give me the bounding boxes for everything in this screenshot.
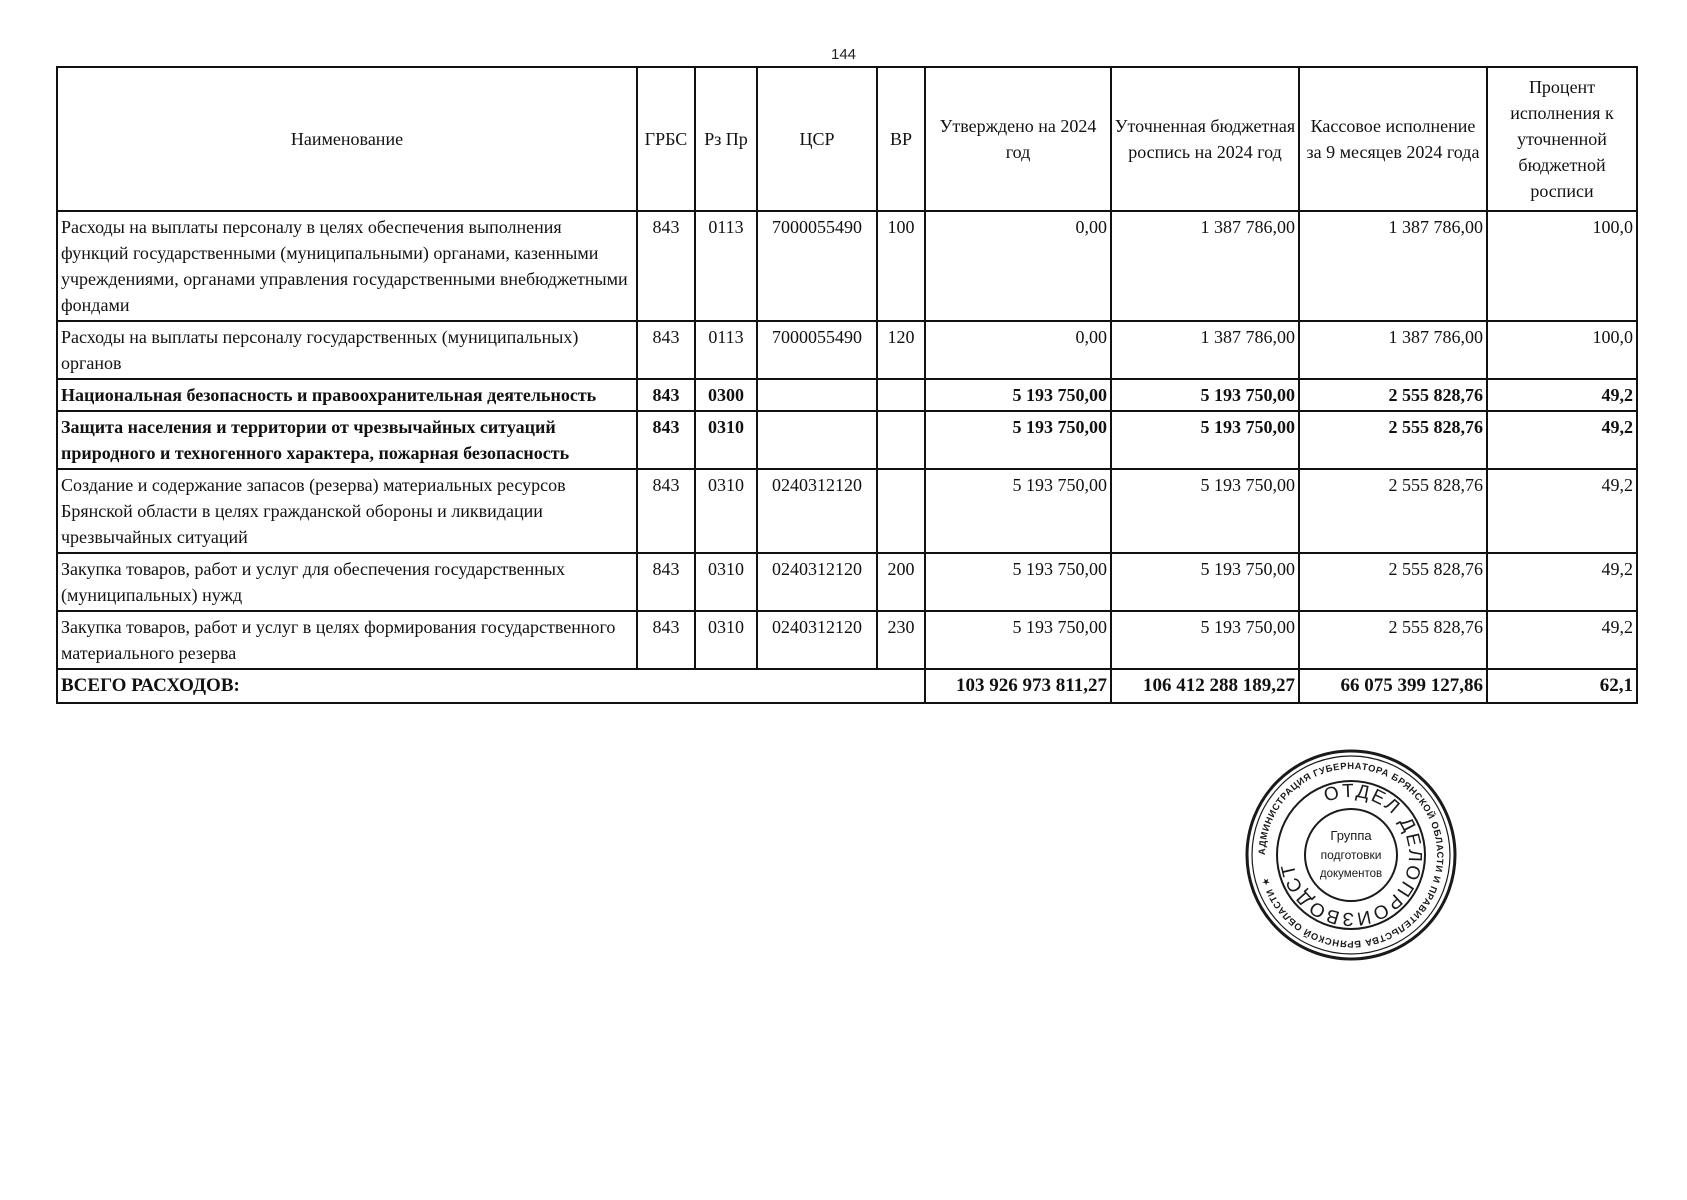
table-row [57, 321, 1637, 379]
row-approved: 5 193 750,00 [925, 469, 1111, 553]
row-refined: 5 193 750,00 [1111, 379, 1299, 411]
row-rzpr: 0310 [695, 411, 757, 469]
page-number: 144 [830, 46, 857, 63]
row-vr: 100 [877, 211, 925, 321]
row-name: Закупка товаров, работ и услуг для обеспечения государственных (муниципальных) нужд [57, 553, 637, 611]
row-approved: 5 193 750,00 [925, 379, 1111, 411]
total-executed: 66 075 399 127,86 [1299, 669, 1487, 703]
row-name: Национальная безопасность и правоохранительная деятельность [57, 379, 637, 411]
row-executed: 1 387 786,00 [1299, 211, 1487, 321]
row-refined: 1 387 786,00 [1111, 211, 1299, 321]
row-percent: 49,2 [1487, 611, 1637, 669]
row-csr: 0240312120 [757, 553, 877, 611]
row-name: Расходы на выплаты персоналу в целях обеспечения выполнения функций государственными (муниципальными) органами, казенными учреждениями, органами управления государственными внебюджетными фондами [57, 211, 637, 321]
row-executed: 2 555 828,76 [1299, 379, 1487, 411]
table-row [57, 469, 1637, 553]
header-approved: Утверждено на 2024 год [925, 67, 1111, 211]
header-refined: Уточненная бюджетная роспись на 2024 год [1111, 67, 1299, 211]
row-name: Закупка товаров, работ и услуг в целях формирования государственного материального резерва [57, 611, 637, 669]
row-executed: 2 555 828,76 [1299, 411, 1487, 469]
row-rzpr: 0310 [695, 469, 757, 553]
row-csr: 7000055490 [757, 211, 877, 321]
row-vr [877, 469, 925, 553]
total-refined: 106 412 288 189,27 [1111, 669, 1299, 703]
row-csr [757, 379, 877, 411]
row-refined: 1 387 786,00 [1111, 321, 1299, 379]
header-name: Наименование [57, 67, 637, 211]
row-refined: 5 193 750,00 [1111, 553, 1299, 611]
row-vr: 200 [877, 553, 925, 611]
total-label: ВСЕГО РАСХОДОВ: [57, 669, 925, 703]
total-row [57, 669, 1637, 703]
official-stamp [1244, 748, 1458, 962]
total-percent: 62,1 [1487, 669, 1637, 703]
row-executed: 2 555 828,76 [1299, 611, 1487, 669]
row-refined: 5 193 750,00 [1111, 611, 1299, 669]
row-percent: 49,2 [1487, 469, 1637, 553]
row-rzpr: 0300 [695, 379, 757, 411]
stamp-center-line-1: Группа [1330, 828, 1372, 843]
row-vr: 120 [877, 321, 925, 379]
row-grbs: 843 [637, 553, 695, 611]
row-refined: 5 193 750,00 [1111, 411, 1299, 469]
row-grbs: 843 [637, 211, 695, 321]
row-grbs: 843 [637, 321, 695, 379]
header-grbs: ГРБС [637, 67, 695, 211]
stamp-inner-text: ОТДЕЛ ДЕЛОПРОИЗВОДСТ [1277, 780, 1426, 930]
row-approved: 5 193 750,00 [925, 553, 1111, 611]
row-approved: 0,00 [925, 321, 1111, 379]
row-executed: 2 555 828,76 [1299, 469, 1487, 553]
table-row [57, 379, 1637, 411]
table-header-row [57, 67, 1637, 211]
row-approved: 0,00 [925, 211, 1111, 321]
row-rzpr: 0310 [695, 611, 757, 669]
table-row [57, 611, 1637, 669]
budget-execution-table [56, 66, 1638, 704]
row-csr: 7000055490 [757, 321, 877, 379]
row-percent: 100,0 [1487, 211, 1637, 321]
row-vr [877, 379, 925, 411]
header-executed: Кассовое исполнение за 9 месяцев 2024 года [1299, 67, 1487, 211]
row-percent: 49,2 [1487, 411, 1637, 469]
row-approved: 5 193 750,00 [925, 611, 1111, 669]
row-vr [877, 411, 925, 469]
header-percent: Процент исполнения к уточненной бюджетной росписи [1487, 67, 1637, 211]
header-vr: ВР [877, 67, 925, 211]
row-percent: 49,2 [1487, 553, 1637, 611]
row-approved: 5 193 750,00 [925, 411, 1111, 469]
row-grbs: 843 [637, 469, 695, 553]
total-approved: 103 926 973 811,27 [925, 669, 1111, 703]
header-rzpr: Рз Пр [695, 67, 757, 211]
row-percent: 100,0 [1487, 321, 1637, 379]
table-row [57, 553, 1637, 611]
row-csr [757, 411, 877, 469]
row-executed: 1 387 786,00 [1299, 321, 1487, 379]
stamp-outer-text: АДМИНИСТРАЦИЯ ГУБЕРНАТОРА БРЯНСКОЙ ОБЛАСТИ И ПРАВИТЕЛЬСТВА БРЯНСКОЙ ОБЛАСТИ ★ [1255, 759, 1447, 951]
row-executed: 2 555 828,76 [1299, 553, 1487, 611]
row-grbs: 843 [637, 411, 695, 469]
row-grbs: 843 [637, 379, 695, 411]
row-grbs: 843 [637, 611, 695, 669]
row-rzpr: 0310 [695, 553, 757, 611]
header-csr: ЦСР [757, 67, 877, 211]
row-refined: 5 193 750,00 [1111, 469, 1299, 553]
row-rzpr: 0113 [695, 321, 757, 379]
row-name: Защита населения и территории от чрезвычайных ситуаций природного и техногенного характера, пожарная безопасность [57, 411, 637, 469]
row-name: Расходы на выплаты персоналу государственных (муниципальных) органов [57, 321, 637, 379]
row-percent: 49,2 [1487, 379, 1637, 411]
row-rzpr: 0113 [695, 211, 757, 321]
table-row [57, 411, 1637, 469]
stamp-center-line-2: подготовки [1320, 848, 1382, 862]
row-vr: 230 [877, 611, 925, 669]
row-csr: 0240312120 [757, 469, 877, 553]
stamp-center-line-3: документов [1319, 868, 1383, 880]
table-row [57, 211, 1637, 321]
stamp-seal-icon [1244, 748, 1458, 962]
row-name: Создание и содержание запасов (резерва) материальных ресурсов Брянской области в целях гражданской обороны и ликвидации чрезвычайных ситуаций [57, 469, 637, 553]
row-csr: 0240312120 [757, 611, 877, 669]
